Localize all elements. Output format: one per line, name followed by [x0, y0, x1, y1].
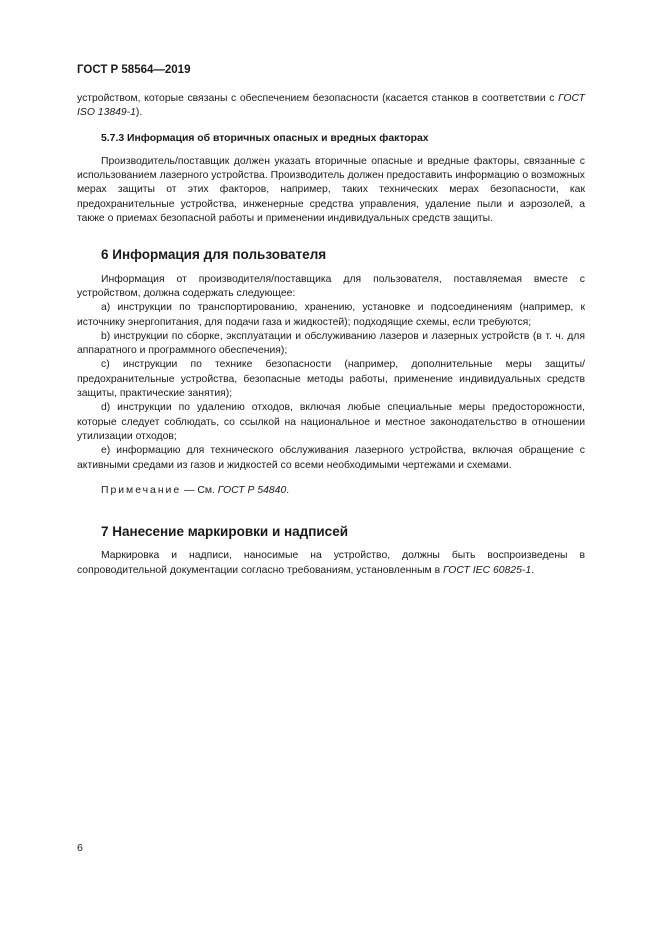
list-item: b) инструкции по сборке, эксплуатации и обслуживанию лазеров и лазерных устройств (в т. ч. для аппаратного и программного обеспечения); [77, 330, 585, 357]
page-number: 6 [77, 842, 83, 854]
intro-paragraph [77, 92, 585, 121]
note-reference: ГОСТ Р 54840 [217, 484, 287, 496]
document-header: ГОСТ Р 58564—2019 [77, 64, 191, 76]
list-item: e) информацию для технического обслуживания лазерного устройства, включая обращение с активными средами из газов и жидкостей со всеми необходимыми чертежами и схемами. [77, 445, 585, 471]
document-body [77, 92, 585, 578]
list-item: a) инструкции по транспортированию, хранению, установке и подсоединениям (например, к источнику энергопитания, для подачи газа и жидкостей); подходящие схемы, если требуются; [77, 302, 585, 328]
list-item: d) инструкции по удалению отходов, включая любые специальные меры предосторожности, которые следует соблюдать, со ссылкой на национальное и местное законодательство в отношении утилизации отходов; [77, 402, 585, 442]
section-7-heading: 7 Нанесение маркировки и надписей [101, 524, 348, 540]
list-item: c) инструкции по технике безопасности (например, дополнительные меры защиты/предохранительные устройства, безопасные методы работы, применение индивидуальных средств защиты, практические занятия); [77, 359, 585, 400]
section-7-tail: . [531, 564, 534, 576]
note-label: Примечание [101, 484, 182, 496]
intro-tail: ). [135, 107, 143, 119]
note [101, 484, 585, 498]
intro-reference: ГОСТ ISO 13849-1 [77, 93, 585, 119]
section-7-reference: ГОСТ IEC 60825-1 [442, 564, 532, 576]
section-7-paragraph [77, 549, 585, 578]
section-6-intro: Информация от производителя/поставщика для пользователя, поставляемая вместе с устройством, должна содержать следующее: [77, 273, 585, 299]
section-6-heading: 6 Информация для пользователя [101, 247, 327, 263]
intro-text: устройством, которые связаны с обеспечением безопасности (касается станков в соответствии с [77, 93, 559, 104]
section-5-7-3-heading: 5.7.3 Информация об вторичных опасных и вредных факторах [101, 132, 429, 144]
section-5-7-3-paragraph: Производитель/поставщик должен указать вторичные опасные и вредные факторы, связанные с использованием лазерного устройства. Производитель должен предоставить информацию о возможных мерах защиты от этих факторов, например, таких технических мерах безопасности, как предохранительные устройства, инженерные средства управления, удаление пыли и аэрозолей, а также о приемах безопасной работы и применении индивидуальных средств защиты. [77, 155, 585, 225]
note-text: — См. [181, 484, 218, 496]
note-tail: . [286, 484, 290, 496]
section-7-text: Маркировка и надписи, наносимые на устройство, должны быть воспроизведены в сопроводительной документации согласно требованиям, установленным в [77, 550, 585, 576]
